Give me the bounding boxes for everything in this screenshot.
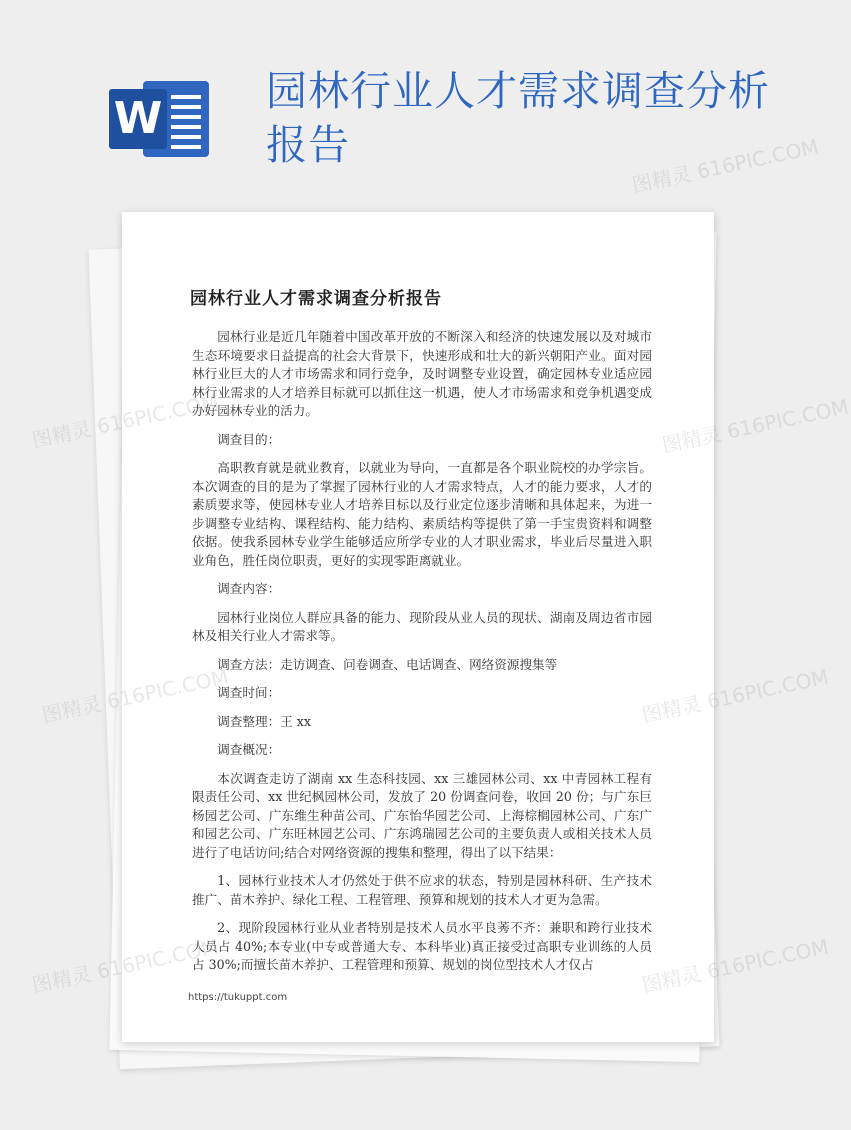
- word-icon: [109, 75, 209, 161]
- watermark: 图精灵 616PIC.COM: [29, 934, 221, 998]
- footer-url: https://tukuppt.com: [188, 992, 288, 1003]
- paragraph: 园林行业是近几年随着中国改革开放的不断深入和经济的快速发展以及对城市生态环境要求日益提高的社会大背景下，快速形成和壮大的新兴朝阳产业。面对园林行业巨大的人才市场需求和同行竞争，及时调整专业设置，确定园林专业适应园林行业需求的人才培养目标就可以抓住这一机遇，使人才市场需求和竞争机遇变成办好园林专业的活力。: [192, 329, 652, 418]
- paragraph: 调查时间：: [217, 685, 281, 700]
- paragraph: 调查内容：: [217, 581, 281, 596]
- word-letter-tile: W: [109, 89, 167, 149]
- page-title: 园林行业人才需求调查分析报告: [266, 67, 770, 169]
- paragraph: 调查目的：: [217, 431, 281, 447]
- paragraph: 2、现阶段园林行业从业者特别是技术人员水平良莠不齐：兼职和跨行业技术人员占 40%;本专业(中专或普通大专、本科毕业)真正接受过高职专业训练的人员占 30%;而擅长苗木养护、工程管理和预算、规划的岗位型技术人才仅占: [192, 920, 652, 972]
- paragraph: 调查概况：: [217, 742, 281, 757]
- paragraph: 调查方法：走访调查、问卷调查、电话调查、网络资源搜集等: [217, 656, 558, 672]
- document-page: [122, 212, 714, 1042]
- paragraph: 调查整理：王 xx: [217, 713, 311, 729]
- watermark: 图精灵 616PIC.COM: [639, 934, 831, 998]
- watermark: 图精灵 616PIC.COM: [659, 394, 851, 458]
- watermark: 图精灵 616PIC.COM: [39, 664, 231, 728]
- watermark: 图精灵 616PIC.COM: [629, 134, 821, 198]
- paragraph: 园林行业岗位人群应具备的能力、现阶段从业人员的现状、湖南及周边省市园林及相关行业人才需求等。: [192, 609, 652, 643]
- document-body: [192, 328, 652, 985]
- watermark: 图精灵 616PIC.COM: [639, 664, 831, 728]
- watermark: 图精灵 616PIC.COM: [29, 389, 221, 453]
- paragraph: 高职教育就是就业教育，以就业为导向，一直都是各个职业院校的办学宗旨。本次调查的目的是为了掌握了园林行业的人才需求特点，人才的能力要求，人才的素质要求等，使园林专业人才培养目标以及行业定位逐步清晰和具体起来，为进一步调整专业结构、课程结构、能力结构、素质结构等提供了第一手宝贵资料和调整依据。使我系园林专业学生能够适应所学专业的人才职业需求，毕业后尽量进入职业角色，胜任岗位职责，更好的实现零距离就业。: [192, 460, 652, 568]
- document-title: 园林行业人才需求调查分析报告: [190, 289, 442, 309]
- paragraph: 本次调查走访了湖南 xx 生态科技园、xx 三雄园林公司、xx 中青园林工程有限责任公司、xx 世纪枫园林公司，发放了 20 份调查问卷，收回 20 份；与广东巨杨园艺公司、广东维生种苗公司、广东怡华园艺公司、上海棕榈园林公司、广东广和园艺公司、广东旺林园艺公司、广东鸿瑞园艺公司的主要负责人或相关技术人员进行了电话访问;结合对网络资源的搜集和整理，得出了以下结果：: [192, 770, 652, 860]
- paragraph: 1、园林行业技术人才仍然处于供不应求的状态，特别是园林科研、生产技术推广、苗木养护、绿化工程、工程管理、预算和规划的技术人才更为急需。: [192, 873, 652, 907]
